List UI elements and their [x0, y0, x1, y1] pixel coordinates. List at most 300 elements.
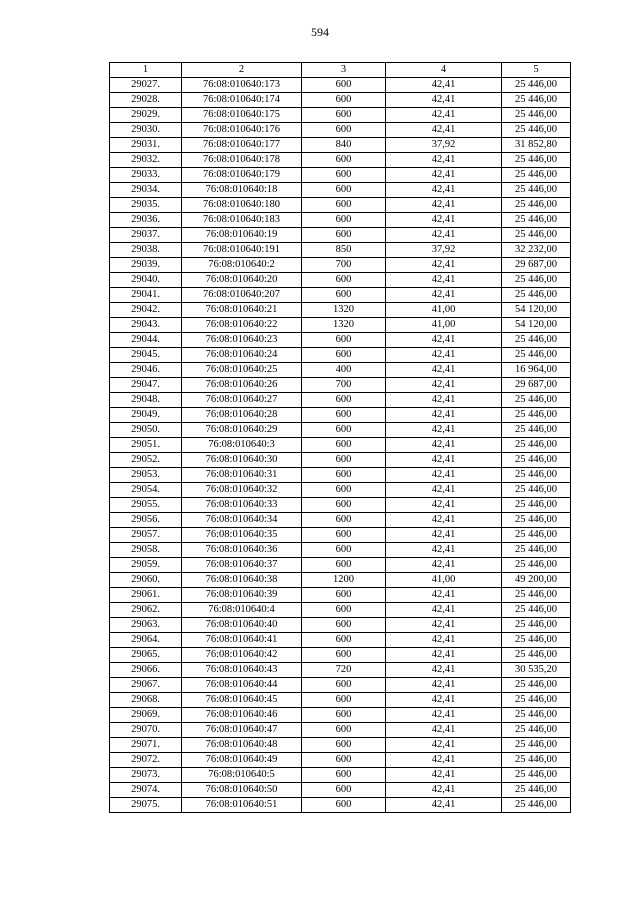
area-cell: 600 [302, 588, 386, 603]
area-cell: 600 [302, 618, 386, 633]
row-number-cell: 29074. [110, 783, 182, 798]
row-number-cell: 29062. [110, 603, 182, 618]
amount-cell: 25 446,00 [502, 408, 571, 423]
rate-cell: 42,41 [386, 393, 502, 408]
rate-cell: 42,41 [386, 438, 502, 453]
amount-cell: 25 446,00 [502, 438, 571, 453]
area-cell: 600 [302, 603, 386, 618]
cadastral-number-cell: 76:08:010640:45 [182, 693, 302, 708]
table-row [110, 303, 571, 318]
row-number-cell: 29032. [110, 153, 182, 168]
row-number-cell: 29065. [110, 648, 182, 663]
cadastral-number-cell: 76:08:010640:2 [182, 258, 302, 273]
rate-cell: 42,41 [386, 93, 502, 108]
row-number-cell: 29054. [110, 483, 182, 498]
rate-cell: 42,41 [386, 123, 502, 138]
table-row [110, 738, 571, 753]
amount-cell: 25 446,00 [502, 393, 571, 408]
cadastral-number-cell: 76:08:010640:50 [182, 783, 302, 798]
area-cell: 600 [302, 678, 386, 693]
row-number-cell: 29067. [110, 678, 182, 693]
area-cell: 600 [302, 438, 386, 453]
table-row [110, 228, 571, 243]
table-row [110, 108, 571, 123]
cadastral-number-cell: 76:08:010640:38 [182, 573, 302, 588]
area-cell: 600 [302, 483, 386, 498]
row-number-cell: 29041. [110, 288, 182, 303]
table-row [110, 543, 571, 558]
amount-cell: 31 852,80 [502, 138, 571, 153]
area-cell: 600 [302, 528, 386, 543]
rate-cell: 42,41 [386, 183, 502, 198]
amount-cell: 25 446,00 [502, 498, 571, 513]
amount-cell: 49 200,00 [502, 573, 571, 588]
row-number-cell: 29044. [110, 333, 182, 348]
row-number-cell: 29036. [110, 213, 182, 228]
cadastral-number-cell: 76:08:010640:173 [182, 78, 302, 93]
table-row [110, 753, 571, 768]
amount-cell: 25 446,00 [502, 513, 571, 528]
amount-cell: 25 446,00 [502, 543, 571, 558]
amount-cell: 25 446,00 [502, 693, 571, 708]
amount-cell: 25 446,00 [502, 783, 571, 798]
table-row [110, 408, 571, 423]
amount-cell: 25 446,00 [502, 273, 571, 288]
area-cell: 600 [302, 198, 386, 213]
table-row [110, 633, 571, 648]
cadastral-number-cell: 76:08:010640:46 [182, 708, 302, 723]
row-number-cell: 29059. [110, 558, 182, 573]
table-row [110, 153, 571, 168]
header-cell: 2 [182, 63, 302, 78]
area-cell: 840 [302, 138, 386, 153]
area-cell: 600 [302, 753, 386, 768]
area-cell: 600 [302, 168, 386, 183]
rate-cell: 42,41 [386, 603, 502, 618]
cadastral-number-cell: 76:08:010640:33 [182, 498, 302, 513]
table-row [110, 168, 571, 183]
area-cell: 600 [302, 408, 386, 423]
table-row [110, 588, 571, 603]
rate-cell: 42,41 [386, 753, 502, 768]
amount-cell: 29 687,00 [502, 378, 571, 393]
rate-cell: 41,00 [386, 303, 502, 318]
area-cell: 600 [302, 183, 386, 198]
table-row [110, 438, 571, 453]
amount-cell: 25 446,00 [502, 468, 571, 483]
data-table [109, 62, 571, 813]
table-row [110, 693, 571, 708]
amount-cell: 25 446,00 [502, 153, 571, 168]
table-row [110, 663, 571, 678]
area-cell: 600 [302, 708, 386, 723]
row-number-cell: 29029. [110, 108, 182, 123]
amount-cell: 25 446,00 [502, 108, 571, 123]
area-cell: 600 [302, 738, 386, 753]
table-row [110, 123, 571, 138]
row-number-cell: 29055. [110, 498, 182, 513]
amount-cell: 16 964,00 [502, 363, 571, 378]
row-number-cell: 29045. [110, 348, 182, 363]
table-row [110, 78, 571, 93]
table-row [110, 183, 571, 198]
table-row [110, 333, 571, 348]
area-cell: 600 [302, 648, 386, 663]
rate-cell: 42,41 [386, 108, 502, 123]
area-cell: 600 [302, 543, 386, 558]
table-row [110, 768, 571, 783]
area-cell: 600 [302, 78, 386, 93]
header-cell: 4 [386, 63, 502, 78]
amount-cell: 29 687,00 [502, 258, 571, 273]
table-row [110, 513, 571, 528]
rate-cell: 42,41 [386, 648, 502, 663]
row-number-cell: 29052. [110, 453, 182, 468]
table-row [110, 213, 571, 228]
table-row [110, 198, 571, 213]
area-cell: 1200 [302, 573, 386, 588]
rate-cell: 42,41 [386, 708, 502, 723]
area-cell: 600 [302, 798, 386, 813]
rate-cell: 42,41 [386, 348, 502, 363]
area-cell: 600 [302, 423, 386, 438]
row-number-cell: 29064. [110, 633, 182, 648]
amount-cell: 25 446,00 [502, 633, 571, 648]
rate-cell: 42,41 [386, 483, 502, 498]
amount-cell: 25 446,00 [502, 768, 571, 783]
header-cell: 1 [110, 63, 182, 78]
amount-cell: 25 446,00 [502, 648, 571, 663]
row-number-cell: 29033. [110, 168, 182, 183]
amount-cell: 25 446,00 [502, 213, 571, 228]
rate-cell: 42,41 [386, 633, 502, 648]
rate-cell: 42,41 [386, 768, 502, 783]
table-row [110, 783, 571, 798]
amount-cell: 25 446,00 [502, 228, 571, 243]
amount-cell: 25 446,00 [502, 603, 571, 618]
row-number-cell: 29058. [110, 543, 182, 558]
table-row [110, 318, 571, 333]
amount-cell: 25 446,00 [502, 723, 571, 738]
cadastral-number-cell: 76:08:010640:28 [182, 408, 302, 423]
amount-cell: 25 446,00 [502, 618, 571, 633]
table-row [110, 348, 571, 363]
cadastral-number-cell: 76:08:010640:34 [182, 513, 302, 528]
table-row [110, 273, 571, 288]
rate-cell: 42,41 [386, 618, 502, 633]
table-row [110, 453, 571, 468]
cadastral-number-cell: 76:08:010640:36 [182, 543, 302, 558]
cadastral-number-cell: 76:08:010640:191 [182, 243, 302, 258]
cadastral-number-cell: 76:08:010640:179 [182, 168, 302, 183]
table-body [110, 78, 571, 813]
cadastral-number-cell: 76:08:010640:176 [182, 123, 302, 138]
header-cell: 5 [502, 63, 571, 78]
area-cell: 600 [302, 273, 386, 288]
rate-cell: 42,41 [386, 408, 502, 423]
table-row [110, 483, 571, 498]
area-cell: 600 [302, 768, 386, 783]
cadastral-number-cell: 76:08:010640:4 [182, 603, 302, 618]
amount-cell: 25 446,00 [502, 168, 571, 183]
area-cell: 600 [302, 468, 386, 483]
amount-cell: 25 446,00 [502, 453, 571, 468]
cadastral-number-cell: 76:08:010640:207 [182, 288, 302, 303]
row-number-cell: 29037. [110, 228, 182, 243]
row-number-cell: 29030. [110, 123, 182, 138]
table-row [110, 723, 571, 738]
row-number-cell: 29069. [110, 708, 182, 723]
amount-cell: 25 446,00 [502, 288, 571, 303]
area-cell: 400 [302, 363, 386, 378]
cadastral-number-cell: 76:08:010640:26 [182, 378, 302, 393]
row-number-cell: 29071. [110, 738, 182, 753]
table-row [110, 603, 571, 618]
amount-cell: 32 232,00 [502, 243, 571, 258]
amount-cell: 54 120,00 [502, 318, 571, 333]
table-row [110, 648, 571, 663]
rate-cell: 42,41 [386, 543, 502, 558]
rate-cell: 42,41 [386, 468, 502, 483]
row-number-cell: 29031. [110, 138, 182, 153]
rate-cell: 42,41 [386, 258, 502, 273]
header-row [110, 63, 571, 78]
rate-cell: 42,41 [386, 528, 502, 543]
page-number: 594 [311, 25, 329, 39]
cadastral-number-cell: 76:08:010640:39 [182, 588, 302, 603]
cadastral-number-cell: 76:08:010640:5 [182, 768, 302, 783]
amount-cell: 25 446,00 [502, 198, 571, 213]
rate-cell: 42,41 [386, 198, 502, 213]
row-number-cell: 29050. [110, 423, 182, 438]
row-number-cell: 29072. [110, 753, 182, 768]
table-row [110, 708, 571, 723]
amount-cell: 25 446,00 [502, 348, 571, 363]
rate-cell: 42,41 [386, 288, 502, 303]
row-number-cell: 29057. [110, 528, 182, 543]
area-cell: 600 [302, 453, 386, 468]
rate-cell: 42,41 [386, 378, 502, 393]
rate-cell: 42,41 [386, 213, 502, 228]
rate-cell: 37,92 [386, 138, 502, 153]
rate-cell: 42,41 [386, 423, 502, 438]
cadastral-number-cell: 76:08:010640:23 [182, 333, 302, 348]
cadastral-number-cell: 76:08:010640:21 [182, 303, 302, 318]
table-row [110, 288, 571, 303]
area-cell: 600 [302, 153, 386, 168]
area-cell: 600 [302, 513, 386, 528]
area-cell: 600 [302, 288, 386, 303]
amount-cell: 25 446,00 [502, 738, 571, 753]
table-row [110, 618, 571, 633]
amount-cell: 54 120,00 [502, 303, 571, 318]
row-number-cell: 29056. [110, 513, 182, 528]
amount-cell: 25 446,00 [502, 753, 571, 768]
area-cell: 600 [302, 348, 386, 363]
cadastral-number-cell: 76:08:010640:27 [182, 393, 302, 408]
area-cell: 720 [302, 663, 386, 678]
row-number-cell: 29046. [110, 363, 182, 378]
area-cell: 600 [302, 633, 386, 648]
table-row [110, 528, 571, 543]
amount-cell: 25 446,00 [502, 333, 571, 348]
area-cell: 600 [302, 108, 386, 123]
row-number-cell: 29066. [110, 663, 182, 678]
amount-cell: 30 535,20 [502, 663, 571, 678]
cadastral-number-cell: 76:08:010640:35 [182, 528, 302, 543]
cadastral-number-cell: 76:08:010640:180 [182, 198, 302, 213]
amount-cell: 25 446,00 [502, 558, 571, 573]
amount-cell: 25 446,00 [502, 588, 571, 603]
cadastral-number-cell: 76:08:010640:41 [182, 633, 302, 648]
row-number-cell: 29042. [110, 303, 182, 318]
rate-cell: 41,00 [386, 573, 502, 588]
row-number-cell: 29049. [110, 408, 182, 423]
cadastral-number-cell: 76:08:010640:18 [182, 183, 302, 198]
cadastral-number-cell: 76:08:010640:174 [182, 93, 302, 108]
table-row [110, 378, 571, 393]
cadastral-number-cell: 76:08:010640:44 [182, 678, 302, 693]
rate-cell: 42,41 [386, 513, 502, 528]
cadastral-number-cell: 76:08:010640:25 [182, 363, 302, 378]
rate-cell: 42,41 [386, 273, 502, 288]
row-number-cell: 29040. [110, 273, 182, 288]
cadastral-number-cell: 76:08:010640:175 [182, 108, 302, 123]
area-cell: 600 [302, 228, 386, 243]
table-row [110, 243, 571, 258]
cadastral-number-cell: 76:08:010640:20 [182, 273, 302, 288]
cadastral-number-cell: 76:08:010640:31 [182, 468, 302, 483]
row-number-cell: 29075. [110, 798, 182, 813]
row-number-cell: 29063. [110, 618, 182, 633]
area-cell: 600 [302, 693, 386, 708]
cadastral-number-cell: 76:08:010640:47 [182, 723, 302, 738]
table-row [110, 393, 571, 408]
area-cell: 700 [302, 258, 386, 273]
rate-cell: 42,41 [386, 738, 502, 753]
rate-cell: 42,41 [386, 678, 502, 693]
row-number-cell: 29027. [110, 78, 182, 93]
area-cell: 600 [302, 333, 386, 348]
rate-cell: 42,41 [386, 363, 502, 378]
area-cell: 1320 [302, 318, 386, 333]
cadastral-number-cell: 76:08:010640:29 [182, 423, 302, 438]
cadastral-number-cell: 76:08:010640:3 [182, 438, 302, 453]
table-row [110, 678, 571, 693]
cadastral-number-cell: 76:08:010640:40 [182, 618, 302, 633]
rate-cell: 42,41 [386, 693, 502, 708]
area-cell: 600 [302, 393, 386, 408]
area-cell: 700 [302, 378, 386, 393]
cadastral-number-cell: 76:08:010640:178 [182, 153, 302, 168]
row-number-cell: 29048. [110, 393, 182, 408]
row-number-cell: 29039. [110, 258, 182, 273]
cadastral-number-cell: 76:08:010640:49 [182, 753, 302, 768]
cadastral-number-cell: 76:08:010640:22 [182, 318, 302, 333]
row-number-cell: 29043. [110, 318, 182, 333]
amount-cell: 25 446,00 [502, 78, 571, 93]
row-number-cell: 29051. [110, 438, 182, 453]
row-number-cell: 29073. [110, 768, 182, 783]
area-cell: 600 [302, 123, 386, 138]
rate-cell: 42,41 [386, 78, 502, 93]
rate-cell: 42,41 [386, 798, 502, 813]
cadastral-number-cell: 76:08:010640:30 [182, 453, 302, 468]
amount-cell: 25 446,00 [502, 708, 571, 723]
rate-cell: 37,92 [386, 243, 502, 258]
area-cell: 600 [302, 558, 386, 573]
table-row [110, 798, 571, 813]
cadastral-number-cell: 76:08:010640:43 [182, 663, 302, 678]
table-row [110, 468, 571, 483]
row-number-cell: 29068. [110, 693, 182, 708]
table-row [110, 258, 571, 273]
row-number-cell: 29038. [110, 243, 182, 258]
amount-cell: 25 446,00 [502, 183, 571, 198]
row-number-cell: 29047. [110, 378, 182, 393]
amount-cell: 25 446,00 [502, 483, 571, 498]
table-row [110, 498, 571, 513]
cadastral-number-cell: 76:08:010640:183 [182, 213, 302, 228]
cadastral-number-cell: 76:08:010640:177 [182, 138, 302, 153]
area-cell: 600 [302, 723, 386, 738]
area-cell: 600 [302, 783, 386, 798]
cadastral-number-cell: 76:08:010640:19 [182, 228, 302, 243]
rate-cell: 42,41 [386, 153, 502, 168]
amount-cell: 25 446,00 [502, 528, 571, 543]
table-row [110, 558, 571, 573]
table-row [110, 363, 571, 378]
amount-cell: 25 446,00 [502, 123, 571, 138]
area-cell: 600 [302, 93, 386, 108]
cadastral-number-cell: 76:08:010640:51 [182, 798, 302, 813]
rate-cell: 42,41 [386, 723, 502, 738]
area-cell: 1320 [302, 303, 386, 318]
header-cell: 3 [302, 63, 386, 78]
cadastral-number-cell: 76:08:010640:48 [182, 738, 302, 753]
rate-cell: 42,41 [386, 168, 502, 183]
row-number-cell: 29053. [110, 468, 182, 483]
row-number-cell: 29070. [110, 723, 182, 738]
cadastral-number-cell: 76:08:010640:24 [182, 348, 302, 363]
amount-cell: 25 446,00 [502, 423, 571, 438]
amount-cell: 25 446,00 [502, 678, 571, 693]
rate-cell: 42,41 [386, 783, 502, 798]
rate-cell: 42,41 [386, 333, 502, 348]
row-number-cell: 29060. [110, 573, 182, 588]
rate-cell: 42,41 [386, 453, 502, 468]
rate-cell: 42,41 [386, 498, 502, 513]
table-row [110, 423, 571, 438]
rate-cell: 42,41 [386, 588, 502, 603]
amount-cell: 25 446,00 [502, 93, 571, 108]
amount-cell: 25 446,00 [502, 798, 571, 813]
rate-cell: 41,00 [386, 318, 502, 333]
area-cell: 600 [302, 213, 386, 228]
cadastral-number-cell: 76:08:010640:37 [182, 558, 302, 573]
rate-cell: 42,41 [386, 663, 502, 678]
cadastral-number-cell: 76:08:010640:32 [182, 483, 302, 498]
rate-cell: 42,41 [386, 228, 502, 243]
row-number-cell: 29028. [110, 93, 182, 108]
table-row [110, 93, 571, 108]
rate-cell: 42,41 [386, 558, 502, 573]
row-number-cell: 29061. [110, 588, 182, 603]
area-cell: 600 [302, 498, 386, 513]
row-number-cell: 29034. [110, 183, 182, 198]
table-row [110, 138, 571, 153]
row-number-cell: 29035. [110, 198, 182, 213]
